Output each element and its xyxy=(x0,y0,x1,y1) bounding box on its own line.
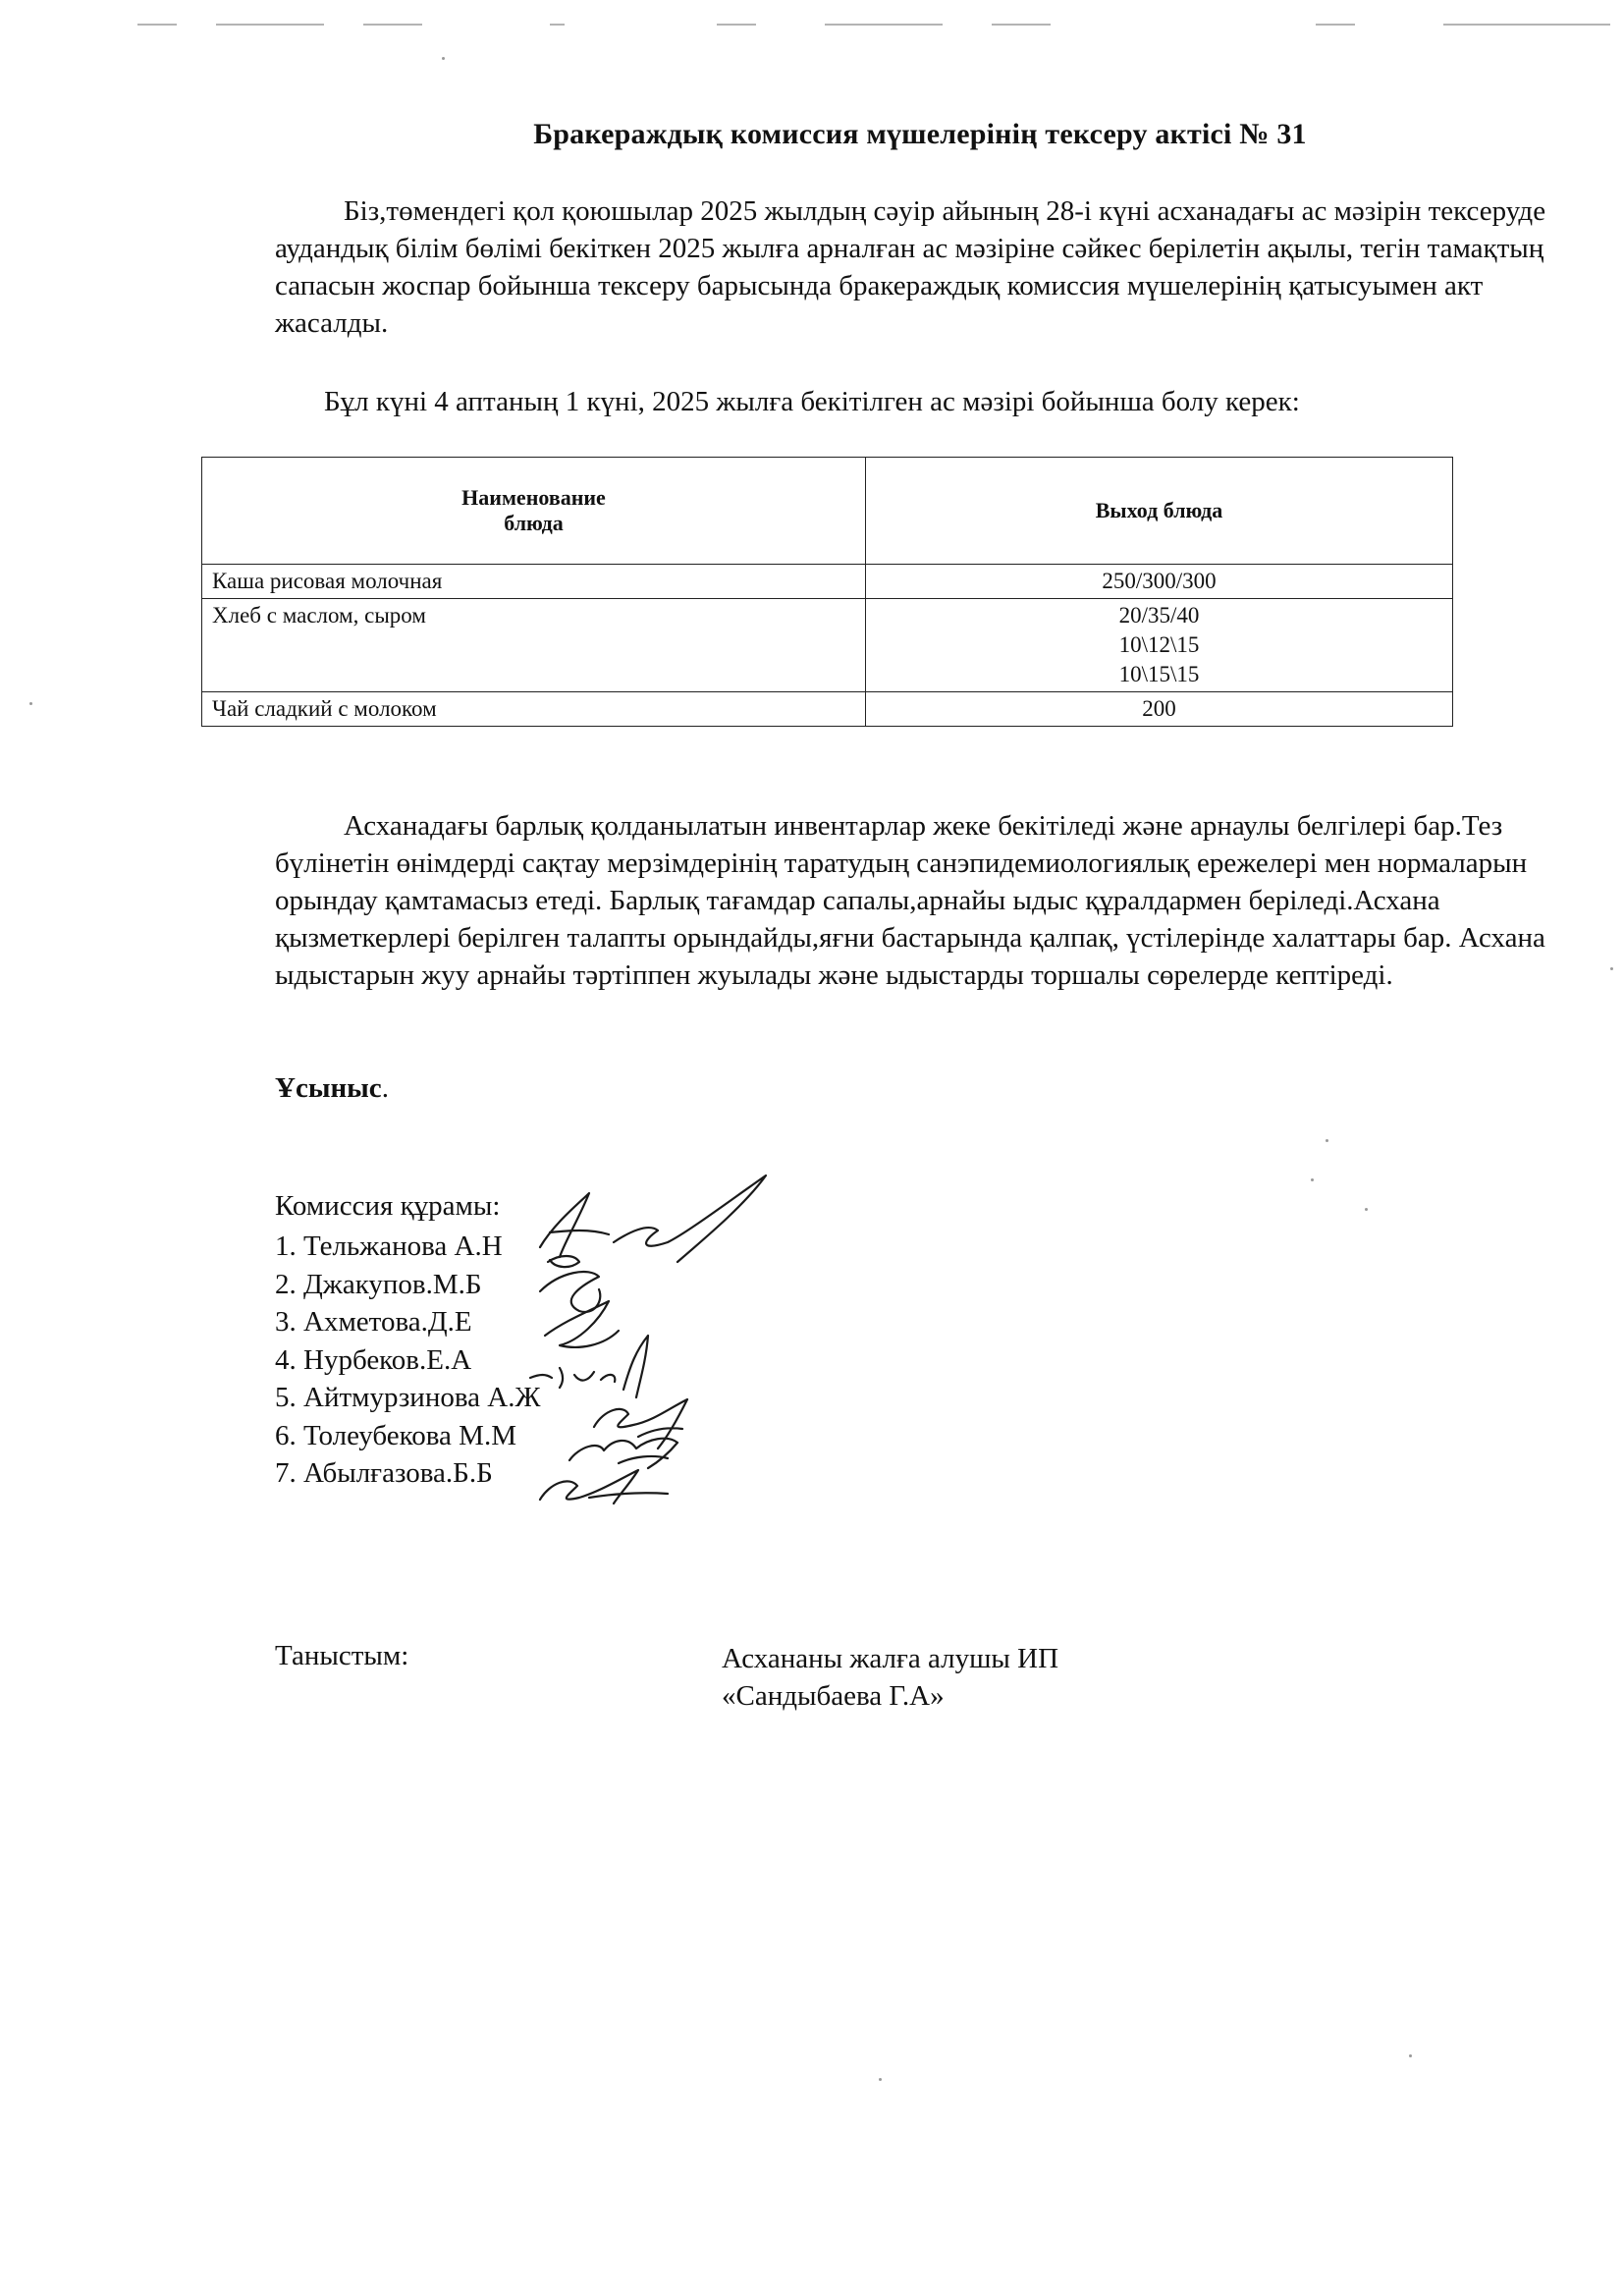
header-dish-name-line1: Наименование xyxy=(461,485,606,510)
scan-speck xyxy=(1610,967,1613,970)
dish-output-value: 20/35/40 xyxy=(1118,603,1200,628)
recommendation-heading xyxy=(275,1072,389,1105)
familiarized-label: Таныстым: xyxy=(275,1640,409,1671)
list-item: 1. Тельжанова А.Н xyxy=(275,1230,503,1262)
header-dish-name xyxy=(202,458,866,565)
list-item: 2. Джакупов.М.Б xyxy=(275,1268,482,1300)
menu-table-header xyxy=(202,458,1453,565)
act-title: Бракераждық комиссия мүшелерінің тексеру актісі № 31 xyxy=(533,118,1307,150)
dish-output-value: 10\12\15 xyxy=(1118,632,1200,657)
list-item: 3. Ахметова.Д.Е xyxy=(275,1306,472,1338)
scan-speck xyxy=(29,702,32,705)
handwritten-signatures xyxy=(520,1164,795,1507)
menu-table xyxy=(201,457,1453,727)
lessee-line-2: «Сандыбаева Г.А» xyxy=(722,1680,945,1712)
intro-paragraph: Біз,төмендегі қол қоюшылар 2025 жылдың сәуір айының 28-і күні асханадағы ас мәзірін тексеруде аудандық білім бөлімі бекіткен 2025 жылға арналған ас мәзіріне сәйкес берілетін ақылы, тегін тамақтың сапасын жоспар бойынша тексеру барысында бракераждық комиссия мүшелерінің қатысуымен акт жасалды. xyxy=(275,195,1546,339)
scan-speck xyxy=(442,57,445,60)
dish-name-cell: Каша рисовая молочная xyxy=(202,565,866,599)
commission-member-list xyxy=(275,1228,540,1493)
table-row xyxy=(202,599,1453,692)
table-row xyxy=(202,692,1453,727)
scan-speck xyxy=(1326,1139,1328,1142)
list-item: 5. Айтмурзинова А.Ж xyxy=(275,1382,541,1413)
header-dish-name-line2: блюда xyxy=(504,511,564,535)
header-dish-output: Выход блюда xyxy=(866,458,1453,565)
lessee-line-1: Асхананы жалға алушы ИП xyxy=(722,1643,1059,1674)
dish-output-value: 250/300/300 xyxy=(1102,569,1217,593)
scan-speck xyxy=(1409,2054,1412,2057)
dish-name-cell: Чай сладкий с молоком xyxy=(202,692,866,727)
list-item: 6. Толеубекова М.М xyxy=(275,1419,517,1451)
body-paragraph: Асханадағы барлық қолданылатын инвентарлар жеке бекітіледі және арнаулы белгілері бар.Тез бүлінетін өнімдерді сақтау мерзімдерінің таратудың санэпидемиологиялық ережелері мен нормаларын орындау қамтамасыз етеді. Барлық тағамдар сапалы,арнайы ыдыс құралдармен беріледі.Асхана қызметкерлері берілген талапты орындайды,яғни бастарында қалпақ, үстілерінде халаттары бар. Асхана ыдыстарын жуу арнайы тәртіппен жуылады және ыдыстарды торшалы сөрелерде кептіреді. xyxy=(275,810,1545,991)
recommendation-dot: . xyxy=(381,1072,389,1104)
commission-label: Комиссия құрамы: xyxy=(275,1190,501,1222)
table-row xyxy=(202,565,1453,599)
dish-output-value: 10\15\15 xyxy=(1118,662,1200,686)
dish-output-value: 200 xyxy=(1142,696,1176,721)
scan-speck xyxy=(1365,1208,1368,1211)
menu-day-line: Бұл күні 4 аптаның 1 күні, 2025 жылға бекітілген ас мәзірі бойынша болу керек: xyxy=(324,386,1300,417)
scan-speck xyxy=(879,2078,882,2081)
lessee-block xyxy=(722,1640,1058,1715)
scan-speck xyxy=(1311,1178,1314,1181)
recommendation-label: Ұсыныс xyxy=(275,1072,382,1104)
dish-output-cell xyxy=(866,692,1453,727)
scan-artifact-strip xyxy=(137,24,1610,27)
dish-output-cell xyxy=(866,599,1453,692)
dish-output-cell xyxy=(866,565,1453,599)
dish-name-cell: Хлеб с маслом, сыром xyxy=(202,599,866,692)
list-item: 4. Нурбеков.Е.А xyxy=(275,1343,472,1376)
list-item: 7. Абылғазова.Б.Б xyxy=(275,1457,493,1489)
